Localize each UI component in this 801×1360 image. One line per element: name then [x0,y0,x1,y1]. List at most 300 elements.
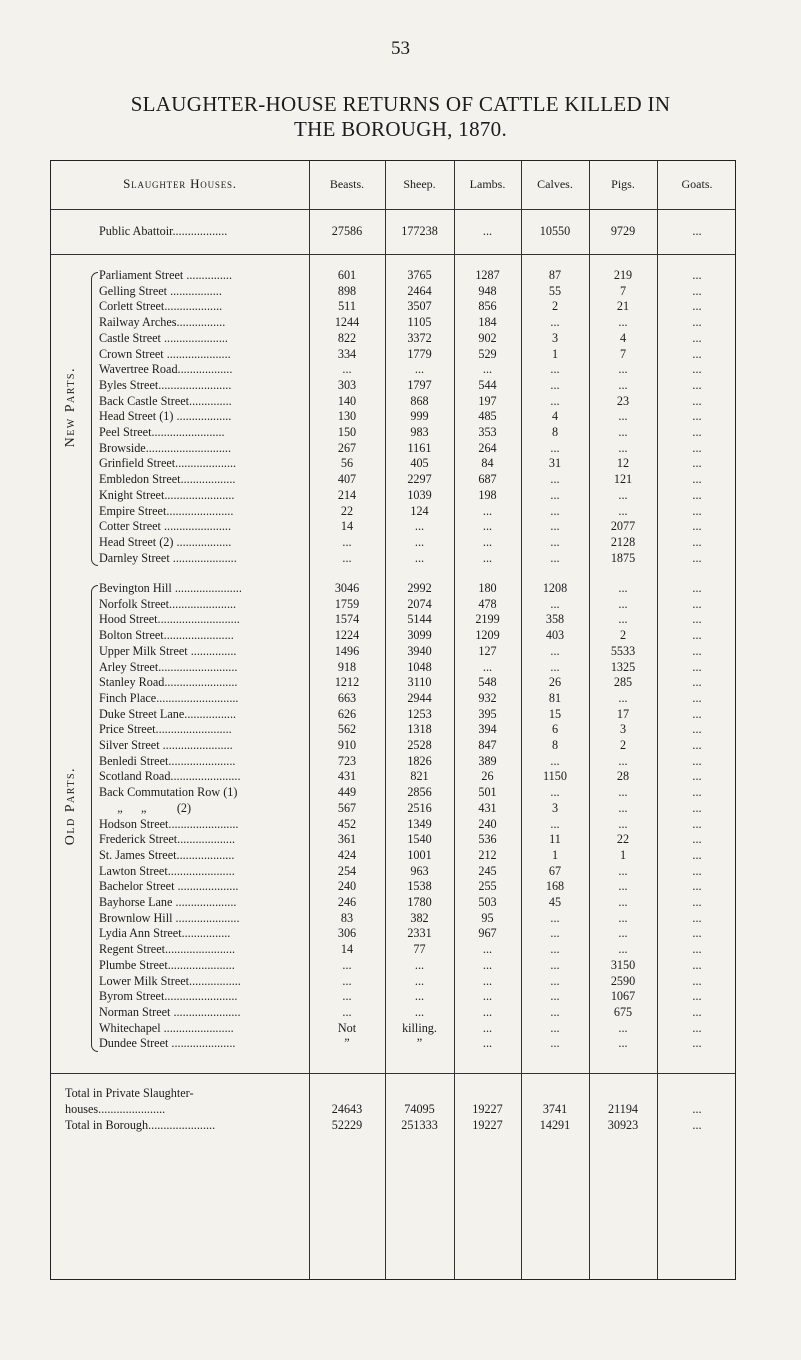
table-row-value: 95 [481,910,494,925]
table-row-value: 1150 [543,769,567,784]
table-row-value: 675 [613,1004,633,1019]
table-row-value: ... [692,299,702,314]
public-abattoir-value: ... [692,224,702,238]
row-label: Byles Street........................ [99,377,232,392]
total-row-value: 74095 [404,1102,435,1116]
table-row-value: ... [618,487,628,502]
table-row-value: ... [482,534,493,549]
table-row-value: 334 [337,346,357,361]
row-label: Norfolk Street...................... [99,596,237,611]
total-row-value: ... [692,1118,702,1132]
row-label: Railway Arches................ [99,315,226,330]
table-row-value: 2528 [407,738,432,752]
public-abattoir-value: 9729 [610,224,636,238]
table-row-value: ... [618,800,628,815]
table-row-value: 7 [619,346,627,361]
table-row-value: ... [550,1036,560,1051]
table-row-value: ... [550,596,560,611]
row-divider [51,1073,735,1074]
table-row-value: ... [550,816,560,831]
table-row-value: 3372 [407,330,432,345]
total-label: Total in Private Slaughter- [65,1086,194,1100]
table-row-value: ... [482,362,493,377]
table-row-value: 963 [410,863,429,878]
table-row-value: ... [550,973,560,988]
table-row-value: 478 [478,596,497,611]
table-row-value: 1325 [610,659,636,674]
table-row-value: 2331 [407,926,432,941]
table-row-value: 1161 [407,440,432,455]
table-row-value: 1540 [407,832,432,847]
table-row-value: 198 [478,487,497,502]
table-row-value: ... [550,1020,560,1035]
header-calves: Calves. [537,177,573,191]
row-label: Corlett Street................... [99,299,223,314]
table-row-value: 1287 [475,268,500,282]
table-row-value: 254 [337,863,357,878]
row-label: Peel Street........................ [99,425,225,439]
table-row-value: 663 [337,690,357,705]
table-row-value: ... [692,596,702,611]
table-row-value: ... [618,440,628,455]
table-row-value: ... [482,957,493,972]
table-row-value: ... [692,550,702,565]
table-row-value: 1780 [407,895,432,909]
table-row-value: 2516 [407,800,432,815]
table-row-value: ... [550,942,560,957]
table-row-value: ... [482,973,493,988]
table-row-value: ... [618,910,628,925]
table-row-value: 83 [340,910,354,925]
table-row-value: 1105 [407,315,432,330]
table-row-value: 124 [410,503,429,518]
table-row-value: 15 [548,706,562,721]
table-row-value: ... [692,393,702,408]
table-row-value: 1253 [407,706,432,721]
table-row-value: ... [550,362,560,377]
table-row-value: ... [482,942,493,957]
table-row-value: 240 [478,816,497,831]
row-label: Grinfield Street.................... [99,456,237,471]
table-row-value: ... [692,926,702,941]
table-row-value: 246 [337,895,357,909]
table-row-value: killing. [402,1020,437,1035]
row-divider [51,209,735,210]
row-label: Scotland Road....................... [99,769,241,784]
table-row-value: 21 [616,299,630,314]
table-row-value: ... [618,1020,628,1035]
table-row-value: 407 [337,472,357,487]
row-label: Price Street......................... [99,722,232,737]
table-row-value: 45 [548,895,562,909]
table-row-value: ... [692,942,702,957]
row-label: Knight Street....................... [99,487,235,502]
total-row-value: 30923 [607,1118,639,1132]
table-row-value: 529 [478,346,497,361]
table-row-value: ... [550,785,560,800]
header-pigs: Pigs. [611,177,635,191]
row-label: Head Street (1) .................. [99,409,232,424]
table-row-value: ... [342,362,352,377]
table-row-value: 8 [551,425,559,439]
total-row-value: 24643 [331,1102,363,1116]
table-row-value: ... [482,503,493,518]
header-sheep: Sheep. [403,177,436,191]
row-label: Darnley Street ..................... [99,550,237,565]
table-row-value: 26 [481,769,494,784]
table-row-value: 2944 [407,690,432,705]
table-row-value: ... [618,926,628,941]
page-number: 53 [391,38,410,59]
table-row-value: ... [414,362,425,377]
total-row-value: 251333 [401,1118,438,1132]
group-brace [91,272,98,566]
row-label: Parliament Street ............... [99,268,233,282]
table-row-value: ... [618,753,628,768]
table-row-value: 2992 [407,581,432,595]
table-row-value: 2128 [610,534,636,549]
table-row-value: 77 [413,942,426,957]
table-row-value: ... [550,550,560,565]
table-row-value: 12 [616,456,630,471]
table-row-value: 67 [548,863,562,878]
table-row-value: ... [618,1036,628,1051]
table-row-value: ... [482,1036,493,1051]
title-line-1: SLAUGHTER-HOUSE RETURNS OF CATTLE KILLED IN [130,92,671,116]
total-row-value: 52229 [331,1118,363,1132]
table-row-value: ... [550,926,560,941]
table-row-value: ... [618,596,628,611]
total-row-value: 19227 [472,1118,503,1132]
row-label: Upper Milk Street ............... [99,643,237,658]
table-row-value: ... [692,503,702,518]
total-label: Total in Borough...................... [65,1118,216,1132]
table-row-value: ... [550,472,560,487]
table-row-value: 3 [551,330,559,345]
row-label: Castle Street ..................... [99,330,228,345]
table-row-value: ... [618,315,628,330]
total-row-value: ... [692,1102,702,1116]
table-row-value: ... [550,957,560,972]
table-row-value: ... [618,362,628,377]
table-row-value: 452 [337,816,357,831]
table-row-value: ... [692,659,702,674]
table-row-value: ... [692,456,702,471]
table-row-value: 22 [616,832,630,847]
row-label: Hodson Street....................... [99,816,239,831]
table-row-value: ... [342,1004,352,1019]
table-row-value: 306 [337,926,357,941]
table-row-value: 4 [619,330,627,345]
row-label: Wavertree Road.................. [99,362,233,377]
table-row-value: ... [618,895,628,909]
table-row-value: 285 [613,675,633,690]
table-row-value: ... [692,315,702,330]
row-label: Gelling Street ................. [99,283,222,298]
table-row-value: 130 [337,409,357,424]
row-label: Bachelor Street .................... [99,879,239,894]
table-row-value: 910 [337,738,357,752]
table-row-value: 87 [548,268,562,282]
table-row-value: 214 [337,487,357,502]
table-row-value: Not [337,1020,357,1035]
table-row-value: 485 [478,409,497,424]
table-row-value: 3 [619,722,627,737]
table-row-value: 184 [478,315,497,330]
public-abattoir-value: ... [482,224,493,238]
row-label: Crown Street ..................... [99,346,231,361]
table-row-value: 303 [337,377,357,392]
table-row-value: ... [692,738,702,752]
table-row-value: 1039 [407,487,432,502]
table-row-value: 601 [337,268,357,282]
table-row-value: 2 [619,628,627,643]
group-brace [91,585,98,1052]
table-row-value: ... [692,643,702,658]
table-row-value: ... [482,550,493,565]
table-row-value: 1224 [334,628,360,643]
row-label: Public Abattoir.................. [99,224,228,238]
table-row-value: 1779 [407,346,432,361]
table-row-value: ... [692,973,702,988]
table-row-value: 1875 [610,550,636,565]
table-row-value: 2590 [610,973,636,988]
table-row-value: 121 [613,472,633,487]
table-row-value: ... [414,1004,425,1019]
group-label: New Parts. [63,367,78,448]
table-row-value: 267 [337,440,357,455]
table-row-value: 856 [478,299,497,314]
table-row-value: 1797 [407,377,432,392]
table-row-value: 81 [548,690,562,705]
table-row-value: 22 [340,503,354,518]
public-abattoir-value: 10550 [539,224,571,238]
table-row-value: ... [414,989,425,1004]
table-row-value: ... [692,690,702,705]
table-row-value: 140 [337,393,357,408]
row-label: Browside............................ [99,440,232,455]
table-row-value: 1001 [407,847,432,862]
table-row-value: 3110 [407,675,432,690]
table-row-value: 127 [478,643,497,658]
row-label: Dundee Street ..................... [99,1036,236,1051]
table-row-value: ... [692,346,702,361]
table-row-value: 1318 [407,722,432,737]
table-row-value: 2464 [407,283,432,298]
table-row-value: 26 [548,675,562,690]
row-label: Benledi Street...................... [99,753,236,768]
table-row-value: 3150 [610,957,636,972]
table-row-value: 1826 [407,753,432,768]
returns-table [50,160,736,1280]
table-row-value: ... [692,1004,702,1019]
table-row-value: ... [692,440,702,455]
table-row-value: 14 [340,942,354,957]
table-row-value: 245 [478,863,497,878]
table-row-value: 1048 [407,659,432,674]
table-row-value: ... [618,425,628,439]
table-row-value: 1 [551,847,559,862]
header-slaughter-houses: Slaughter Houses. [123,176,237,191]
table-row-value: ... [482,1004,493,1019]
group-label: Old Parts. [63,766,78,845]
table-row-value: 1759 [334,596,360,611]
table-row-value: 626 [337,706,357,721]
row-label: Regent Street....................... [99,942,236,957]
table-row-value: 353 [478,425,497,439]
row-label: Stanley Road........................ [99,675,238,690]
row-label: Brownlow Hill ..................... [99,910,240,925]
table-row-value: 17 [616,706,630,721]
table-row-value: 503 [478,895,497,909]
table-row-value: ... [550,753,560,768]
row-label: Silver Street ....................... [99,738,233,752]
table-row-value: 2 [551,299,559,314]
table-row-value: 544 [478,377,497,392]
table-row-value: 449 [337,785,357,800]
table-row-value: ... [692,722,702,737]
row-label: Byrom Street........................ [99,989,238,1004]
row-label: Lower Milk Street................. [99,973,241,988]
total-row-value: 14291 [539,1118,571,1132]
table-row-value: ... [550,393,560,408]
table-row-value: ... [618,377,628,392]
table-row-value: ... [692,879,702,894]
table-row-value: ... [550,910,560,925]
table-row-value: 548 [478,675,497,690]
table-row-value: ... [692,816,702,831]
table-row-value: ” [416,1036,423,1051]
row-label: Plumbe Street...................... [99,957,235,972]
table-row-value: ... [618,612,628,627]
table-row-value: ... [550,534,560,549]
table-row-value: 847 [478,738,497,752]
table-row-value: ... [692,472,702,487]
table-row-value: ... [414,957,425,972]
table-row-value: ... [692,785,702,800]
table-row-value: ... [414,519,425,534]
table-row-value: ... [692,1036,702,1051]
table-row-value: ... [618,816,628,831]
table-row-value: 902 [478,330,497,345]
table-row-value: ... [618,863,628,878]
table-row-value: ... [550,503,560,518]
table-row-value: ” [344,1036,350,1051]
table-row-value: ... [550,519,560,534]
row-label: Embledon Street.................. [99,472,236,487]
table-row-value: 3507 [407,299,432,314]
table-row-value: ... [414,973,425,988]
table-row-value: ... [550,377,560,392]
table-row-value: 3099 [407,628,432,643]
table-row-value: 2 [619,738,627,752]
table-row-value: ... [618,690,628,705]
table-row-value: 240 [337,879,357,894]
table-row-value: 1349 [407,816,432,831]
table-row-value: 567 [337,800,357,815]
table-row-value: 7 [619,283,627,298]
table-row-value: ... [692,519,702,534]
table-row-value: 3046 [334,581,360,595]
table-row-value: 3940 [407,643,432,658]
total-row-value: 3741 [542,1102,568,1116]
table-row-value: 1 [619,847,627,862]
table-row-value: ... [692,989,702,1004]
table-row-value: ... [692,895,702,909]
table-row-value: 197 [478,393,497,408]
table-row-value: 898 [337,283,357,298]
table-row-value: ... [692,362,702,377]
table-row-value: 84 [481,456,494,471]
table-row-value: ... [342,957,352,972]
table-row-value: ... [692,409,702,424]
table-row-value: ... [550,1004,560,1019]
row-label: Bolton Street....................... [99,628,234,643]
total-row-value: 19227 [472,1102,503,1116]
table-row-value: 382 [410,910,429,925]
table-row-value: ... [550,440,560,455]
table-row-value: 394 [478,722,497,737]
table-row-value: ... [550,643,560,658]
header-goats: Goats. [681,177,713,191]
row-label: St. James Street................... [99,847,235,862]
table-row-value: ... [692,800,702,815]
table-row-value: 431 [337,769,357,784]
row-label: Back Castle Street.............. [99,393,232,408]
table-row-value: ... [482,989,493,1004]
table-row-value: 11 [549,832,561,847]
table-row-value: 2074 [407,596,432,611]
table-row-value: ... [550,989,560,1004]
row-label: Whitechapel ....................... [99,1020,234,1035]
table-row-value: 395 [478,706,497,721]
table-row-value: 562 [337,722,357,737]
table-row-value: ... [692,863,702,878]
table-row-value: 255 [478,879,497,894]
page-title [0,92,801,142]
table-row-value: 4 [551,409,559,424]
total-row-value: 21194 [607,1102,639,1116]
table-row-value: 403 [545,628,565,643]
table-row-value: ... [550,659,560,674]
row-label: Frederick Street................... [99,832,236,847]
table-row-value: 967 [478,926,497,941]
table-row-value: 501 [478,785,497,800]
table-row-value: 264 [478,440,497,455]
table-row-value: ... [482,519,493,534]
table-row-value: 55 [548,283,562,298]
table-row-value: ... [692,612,702,627]
table-row-value: ... [692,377,702,392]
row-divider [51,254,735,255]
table-row-value: 431 [478,800,497,815]
table-row-value: 723 [337,753,357,768]
table-row-value: 1538 [407,879,432,894]
table-row-value: 8 [551,738,559,752]
table-row-value: ... [692,769,702,784]
public-abattoir-value: 177238 [401,224,438,238]
table-row-value: ... [692,425,702,439]
table-row-value: 6 [551,722,559,737]
table-row-value: ... [692,910,702,925]
table-row-value: ... [692,957,702,972]
table-row-value: 2297 [407,472,432,487]
table-row-value: ... [692,1020,702,1035]
table-row-value: ... [618,942,628,957]
table-row-value: 28 [616,769,630,784]
table-row-value: 23 [616,393,630,408]
table-row-value: 219 [613,268,633,282]
